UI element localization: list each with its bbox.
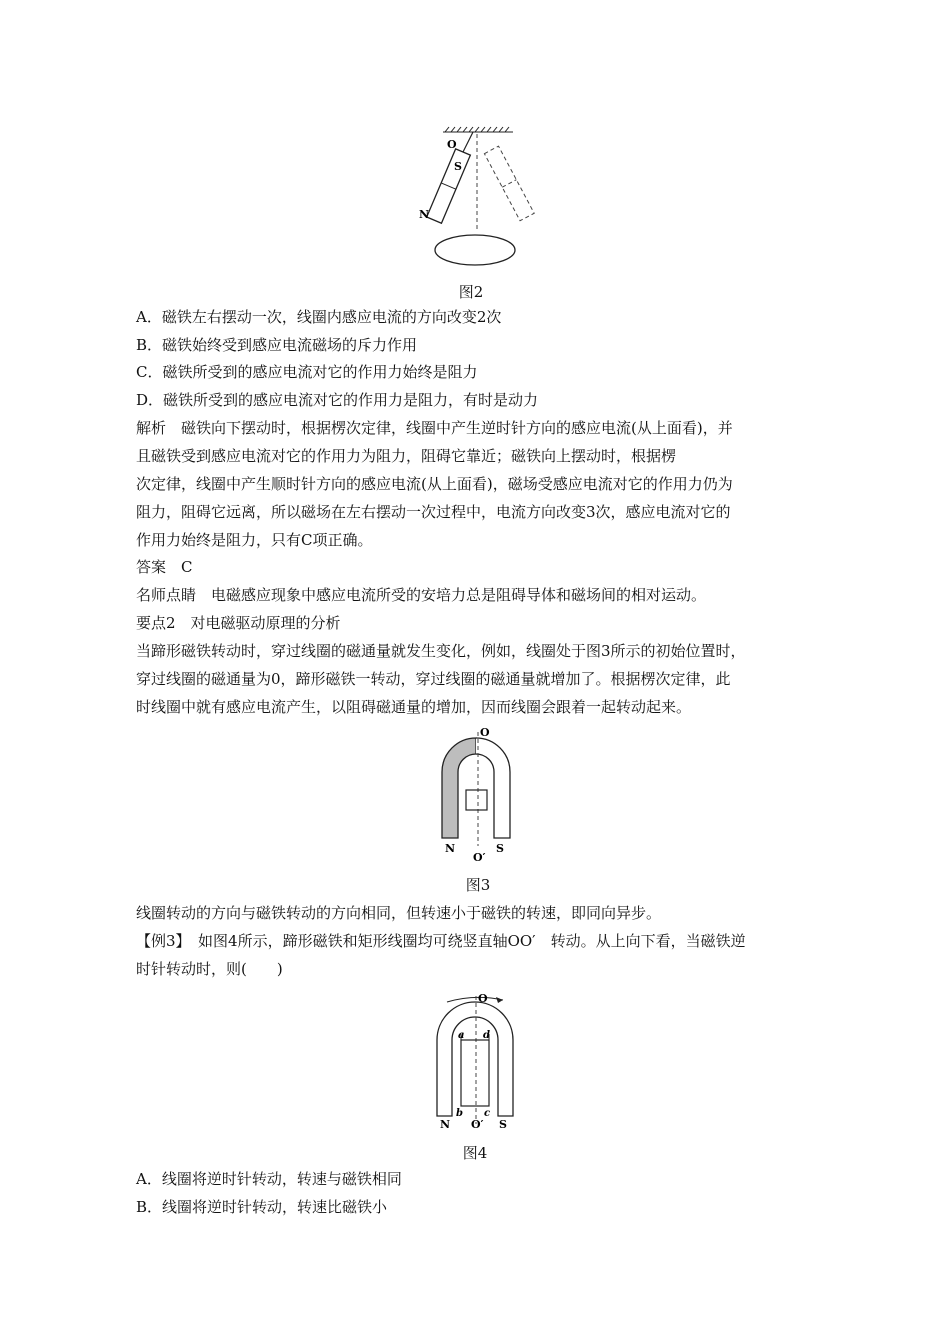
rectangular-coil bbox=[461, 1040, 489, 1106]
horseshoe-magnet-outline bbox=[437, 1002, 513, 1116]
conclusion: 线圈转动的方向与磁铁转动的方向相同，但转速小于磁铁的转速，即同向异步。 bbox=[136, 904, 662, 922]
option-b: B．磁铁始终受到感应电流磁场的斥力作用 bbox=[136, 336, 418, 354]
rotation-arrow bbox=[447, 997, 503, 1002]
teacher-note: 名师点睛 电磁感应现象中感应电流所受的安培力总是阻碍导体和磁场间的相对运动。 bbox=[136, 586, 707, 604]
pole-label-n: N bbox=[445, 842, 456, 855]
pole-label-s: S bbox=[496, 842, 504, 855]
rotation-arrowhead bbox=[496, 997, 503, 1003]
coil-ring bbox=[435, 235, 515, 265]
square-coil bbox=[466, 790, 487, 810]
ceiling-hatch bbox=[443, 127, 513, 132]
option-a: A．磁铁左右摆动一次，线圈内感应电流的方向改变2次 bbox=[136, 308, 502, 326]
bar-magnet-dashed-position bbox=[484, 146, 534, 221]
magnet-label-n: N bbox=[419, 208, 430, 221]
bar-magnet bbox=[427, 149, 471, 223]
option-d: D．磁铁所受到的感应电流对它的作用力是阻力，有时是动力 bbox=[136, 391, 539, 409]
figure-2-caption: 图2 bbox=[458, 283, 484, 301]
coil-label-c: c bbox=[484, 1108, 491, 1119]
axis-label-o: O bbox=[478, 992, 488, 1005]
pole-label-s: S bbox=[499, 1118, 507, 1131]
figure-4-diagram bbox=[425, 988, 530, 1138]
option-b: B．线圈将逆时针转动，转速比磁铁小 bbox=[136, 1198, 388, 1216]
analysis-line: 阻力，阻碍它远离，所以磁场在左右摆动一次过程中，电流方向改变3次，感应电流对它的 bbox=[136, 503, 731, 521]
analysis-line: 次定律，线圈中产生顺时针方向的感应电流(从上面看)，磁场受感应电流对它的作用力仍为 bbox=[136, 475, 733, 493]
axis-label-o-prime: O′ bbox=[471, 1118, 484, 1131]
analysis-line: 且磁铁受到感应电流对它的作用力为阻力，阻碍它靠近；磁铁向上摆动时，根据楞 bbox=[136, 447, 677, 465]
point-2-line: 穿过线圈的磁通量为0，蹄形磁铁一转动，穿过线圈的磁通量就增加了。根据楞次定律，此 bbox=[136, 670, 731, 688]
coil-label-d: d bbox=[483, 1030, 490, 1041]
option-c: C．磁铁所受到的感应电流对它的作用力始终是阻力 bbox=[136, 363, 478, 381]
coil-label-b: b bbox=[456, 1108, 463, 1119]
figure-2-diagram bbox=[405, 120, 535, 270]
example-3-line: 时针转动时，则( ) bbox=[136, 960, 283, 978]
pivot-label-o: O bbox=[447, 138, 457, 151]
figure-3-diagram bbox=[430, 722, 530, 872]
pole-label-n: N bbox=[440, 1118, 451, 1131]
figure-3-caption: 图3 bbox=[465, 876, 491, 894]
axis-label-o: O bbox=[480, 726, 490, 739]
horseshoe-magnet-n-half bbox=[442, 738, 476, 838]
coil-label-a: a bbox=[458, 1030, 465, 1041]
horseshoe-magnet-s-half bbox=[476, 738, 510, 838]
figure-4-caption: 图4 bbox=[462, 1144, 488, 1162]
analysis-line: 作用力始终是阻力，只有C项正确。 bbox=[136, 531, 373, 549]
axis-label-o-prime: O′ bbox=[473, 851, 486, 864]
answer: 答案 C bbox=[136, 558, 193, 576]
option-a: A．线圈将逆时针转动，转速与磁铁相同 bbox=[136, 1170, 402, 1188]
point-2-line: 时线圈中就有感应电流产生，以阻碍磁通量的增加，因而线圈会跟着一起转动起来。 bbox=[136, 698, 692, 716]
analysis-line: 解析 磁铁向下摆动时，根据楞次定律，线圈中产生逆时针方向的感应电流(从上面看)，并 bbox=[136, 419, 733, 437]
example-3-line: 【例3】 如图4所示，蹄形磁铁和矩形线圈均可绕竖直轴OO′ 转动。从上向下看，当磁铁逆 bbox=[136, 932, 746, 950]
point-2-line: 当蹄形磁铁转动时，穿过线圈的磁通量就发生变化，例如，线圈处于图3所示的初始位置时， bbox=[136, 642, 746, 660]
magnet-label-s: S bbox=[454, 160, 462, 173]
suspension-string bbox=[463, 132, 473, 152]
point-2-heading: 要点2 对电磁驱动原理的分析 bbox=[136, 614, 341, 632]
